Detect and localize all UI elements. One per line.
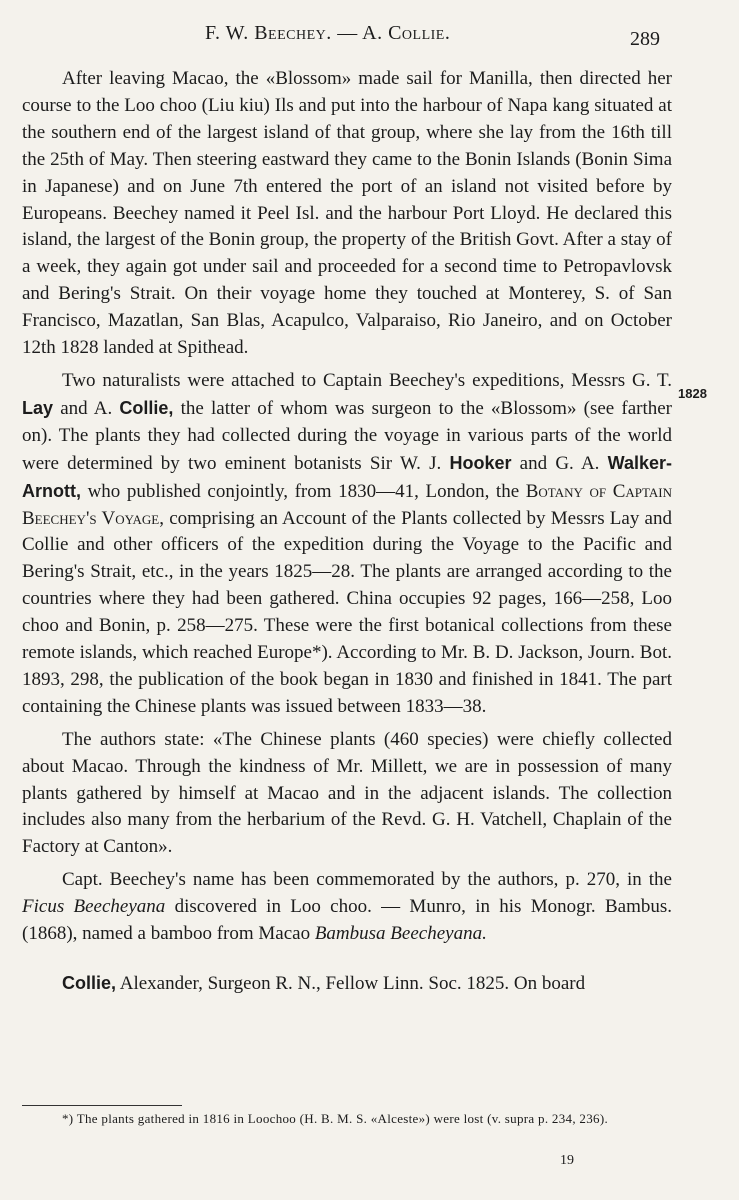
- text-run: Capt. Beechey's name has been commemorated by the authors, p. 270, in the: [62, 869, 672, 891]
- text-run: Alexander, Surgeon R. N., Fellow Linn. Soc. 1825. On board: [116, 973, 586, 994]
- text-run: who published conjointly, from 1830—41, London, the: [80, 480, 526, 502]
- paragraph-1: After leaving Macao, the «Blossom» made sail for Manilla, then directed her course to the Loo choo (Liu kiu) Ils and put into the harbour of Napa kang situated at the southern end of the largest island of that group, where she lay from the 16th till the 25th of May. Then steering eastward they came to the Bonin Islands (Bonin Sima in Japanese) and on June 7th entered the port of an island not visited before by Europeans. Beechey named it Peel Isl. and the harbour Port Lloyd. He declared this island, the largest of the Bonin group, the property of the British Govt. After a stay of a week, they again got under sail and proceeded for a second time to Petropavlovsk and Bering's Strait. On their voyage home they touched at Monterey, S. of San Francisco, Mazatlan, San Blas, Acapulco, Valparaiso, Rio Janeiro, and on October 12th 1828 landed at Spithead.: [22, 68, 672, 359]
- running-title: F. W. Beechey. — A. Collie.: [205, 22, 451, 44]
- body-text: [22, 66, 672, 998]
- text-run: discovered in Loo choo. — Munro, in his Monogr. Bambus. (1868), named a bamboo from Macao: [22, 896, 672, 945]
- footnote-divider: [22, 1105, 182, 1106]
- species-name: Ficus Beecheyana: [22, 896, 166, 918]
- text-run: the latter of whom was surgeon to the «Blossom» (see farther on). The plants they had collected during the voyage in various parts of the world were determined by two eminent botanists Sir W. J.: [22, 397, 673, 474]
- entry-name-collie: Collie,: [62, 973, 117, 993]
- name-walker-arnott: Walker-Arnott,: [22, 452, 672, 501]
- species-name: Bambusa Beecheyana.: [314, 923, 487, 945]
- signature-mark: 19: [560, 1153, 574, 1168]
- margin-note-year: 1828: [678, 386, 707, 401]
- page-header: [0, 22, 739, 54]
- book-title: Botany of Captain Beechey's Voyage: [22, 480, 672, 529]
- text-run: and A.: [53, 397, 120, 419]
- paragraph-5: [22, 970, 672, 998]
- name-lay: Lay: [22, 397, 54, 418]
- page-number: 289: [630, 28, 660, 50]
- paragraph-4: [22, 867, 672, 948]
- text-run: Two naturalists were attached to Captain Beechey's expeditions, Messrs G. T.: [62, 369, 672, 391]
- paragraph-3: The authors state: «The Chinese plants (460 species) were chiefly collected about Macao. Through the kindness of Mr. Millett, we are in possession of many plants gathered by himself at Macao and in the adjacent islands. The collection includes also many from the herbarium of the Revd. G. H. Vatchell, Chaplain of the Factory at Canton».: [22, 728, 672, 858]
- text-run: and G. A.: [511, 452, 608, 474]
- paragraph-2: [22, 368, 672, 721]
- footnote: *) The plants gathered in 1816 in Loochoo (H. B. M. S. «Alceste») were lost (v. supra p. 234, 236).: [62, 1111, 608, 1126]
- name-hooker: Hooker: [449, 452, 512, 473]
- text-run: , comprising an Account of the Plants collected by Messrs Lay and Collie and other officers of the expedition during the Voyage to the Pacific and Bering's Strait, etc., in the years 1825—28. The plants are arranged according to the countries where they had been gathered. China occupies 92 pages, 166—258, Loo choo and Bonin, p. 258—275. These were the first botanical collections from these remote islands, which reached Europe*). According to Mr. B. D. Jackson, Journ. Bot. 1893, 298, the publication of the book began in 1830 and finished in 1841. The part containing the Chinese plants was issued between 1833—38.: [22, 507, 672, 717]
- name-collie: Collie,: [119, 397, 174, 418]
